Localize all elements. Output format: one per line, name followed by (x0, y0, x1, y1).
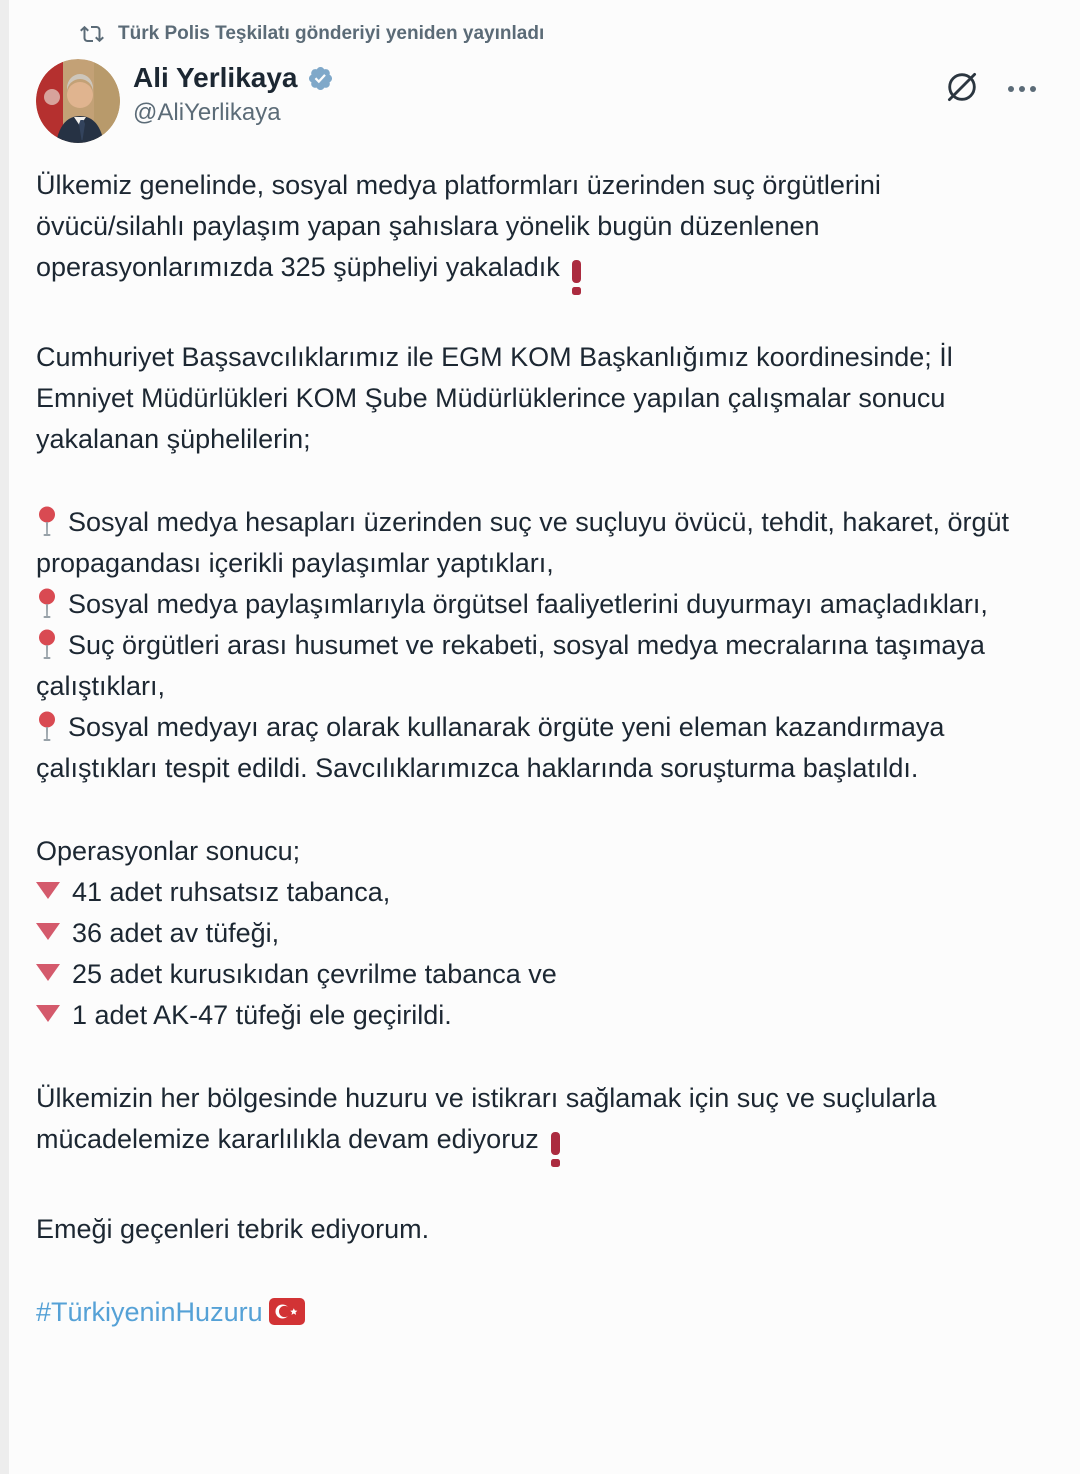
pin-list (36, 502, 1036, 789)
result-item: 25 adet kurusıkıdan çevrilme tabanca ve (36, 954, 1036, 995)
results-heading: Operasyonlar sonucu; (36, 836, 301, 866)
post-header (36, 59, 1036, 143)
red-triangle-icon (36, 1005, 60, 1022)
closing-text: Ülkemizin her bölgesinde huzuru ve istikrarı sağlamak için suç ve suçlularla mücadelemize kararlılıkla devam ediyoruz (36, 1083, 937, 1154)
page-edge-strip (0, 0, 9, 1474)
avatar[interactable] (36, 59, 120, 143)
red-triangle-icon (36, 923, 60, 940)
coordination-text: Cumhuriyet Başsavcılıklarımız ile EGM KOM Başkanlığımız koordinesinde; İl Emniyet Müdürlükleri KOM Şube Müdürlüklerince yapılan çalışmalar sonucu yakalanan şüphelilerin; (36, 342, 953, 454)
verified-badge-icon (307, 65, 334, 92)
repost-banner-label: Türk Polis Teşkilatı gönderiyi yeniden yayınladı (118, 23, 545, 44)
list-item: Sosyal medya paylaşımlarıyla örgütsel faaliyetlerini duyurmayı amaçladıkları, (36, 584, 1036, 625)
red-triangle-icon (36, 964, 60, 981)
pushpin-icon (36, 711, 58, 743)
turkish-flag-icon (269, 1298, 305, 1325)
paragraph-coordination (36, 337, 1036, 460)
pushpin-icon (36, 506, 58, 538)
paragraph-closing (36, 1078, 1036, 1167)
repost-banner[interactable] (36, 22, 1036, 46)
list-item: Sosyal medyayı araç olarak kullanarak örgüte yeni eleman kazandırmaya çalıştıkları tespit edildi. Savcılıklarımızca haklarında soruşturma başlatıldı. (36, 712, 945, 783)
result-item: 1 adet AK-47 tüfeği ele geçirildi. (36, 995, 1036, 1036)
hashtag-link[interactable]: #TürkiyeninHuzuru (36, 1297, 263, 1327)
post-body (36, 165, 1036, 1333)
grok-button[interactable] (944, 69, 980, 108)
repost-icon (80, 22, 104, 46)
intro-text: Ülkemiz genelinde, sosyal medya platformları üzerinden suç örgütlerini övücü/silahlı paylaşım yapan şahıslara yönelik bugün düzenlenen operasyonlarımızda 325 şüpheliyi yakaladık (36, 170, 881, 282)
list-item: Sosyal medya hesapları üzerinden suç ve suçluyu övücü, tehdit, hakaret, örgüt propagandası içerikli paylaşımlar yaptıkları, (36, 507, 1010, 578)
more-button[interactable] (1008, 86, 1036, 92)
result-item: 36 adet av tüfeği, (36, 913, 1036, 954)
ellipsis-icon (1008, 86, 1036, 92)
thanks-text: Emeği geçenleri tebrik ediyorum. (36, 1214, 430, 1244)
result-item: 41 adet ruhsatsız tabanca, (36, 872, 1036, 913)
paragraph-intro (36, 165, 1036, 295)
results-list (36, 831, 1036, 1036)
paragraph-thanks (36, 1209, 1036, 1250)
red-exclamation-icon (551, 1132, 560, 1167)
list-item: Suç örgütleri arası husumet ve rekabeti, sosyal medya mecralarına taşımaya çalıştıkları, (36, 630, 985, 701)
author-block (133, 59, 334, 127)
header-actions (944, 59, 1036, 108)
author-handle[interactable]: @AliYerlikaya (133, 99, 281, 126)
red-exclamation-icon (572, 260, 581, 295)
pushpin-icon (36, 588, 58, 620)
author-name[interactable]: Ali Yerlikaya (133, 62, 298, 93)
red-triangle-icon (36, 882, 60, 899)
hashtag-row (36, 1292, 1036, 1333)
pushpin-icon (36, 629, 58, 661)
grok-icon (944, 69, 980, 108)
